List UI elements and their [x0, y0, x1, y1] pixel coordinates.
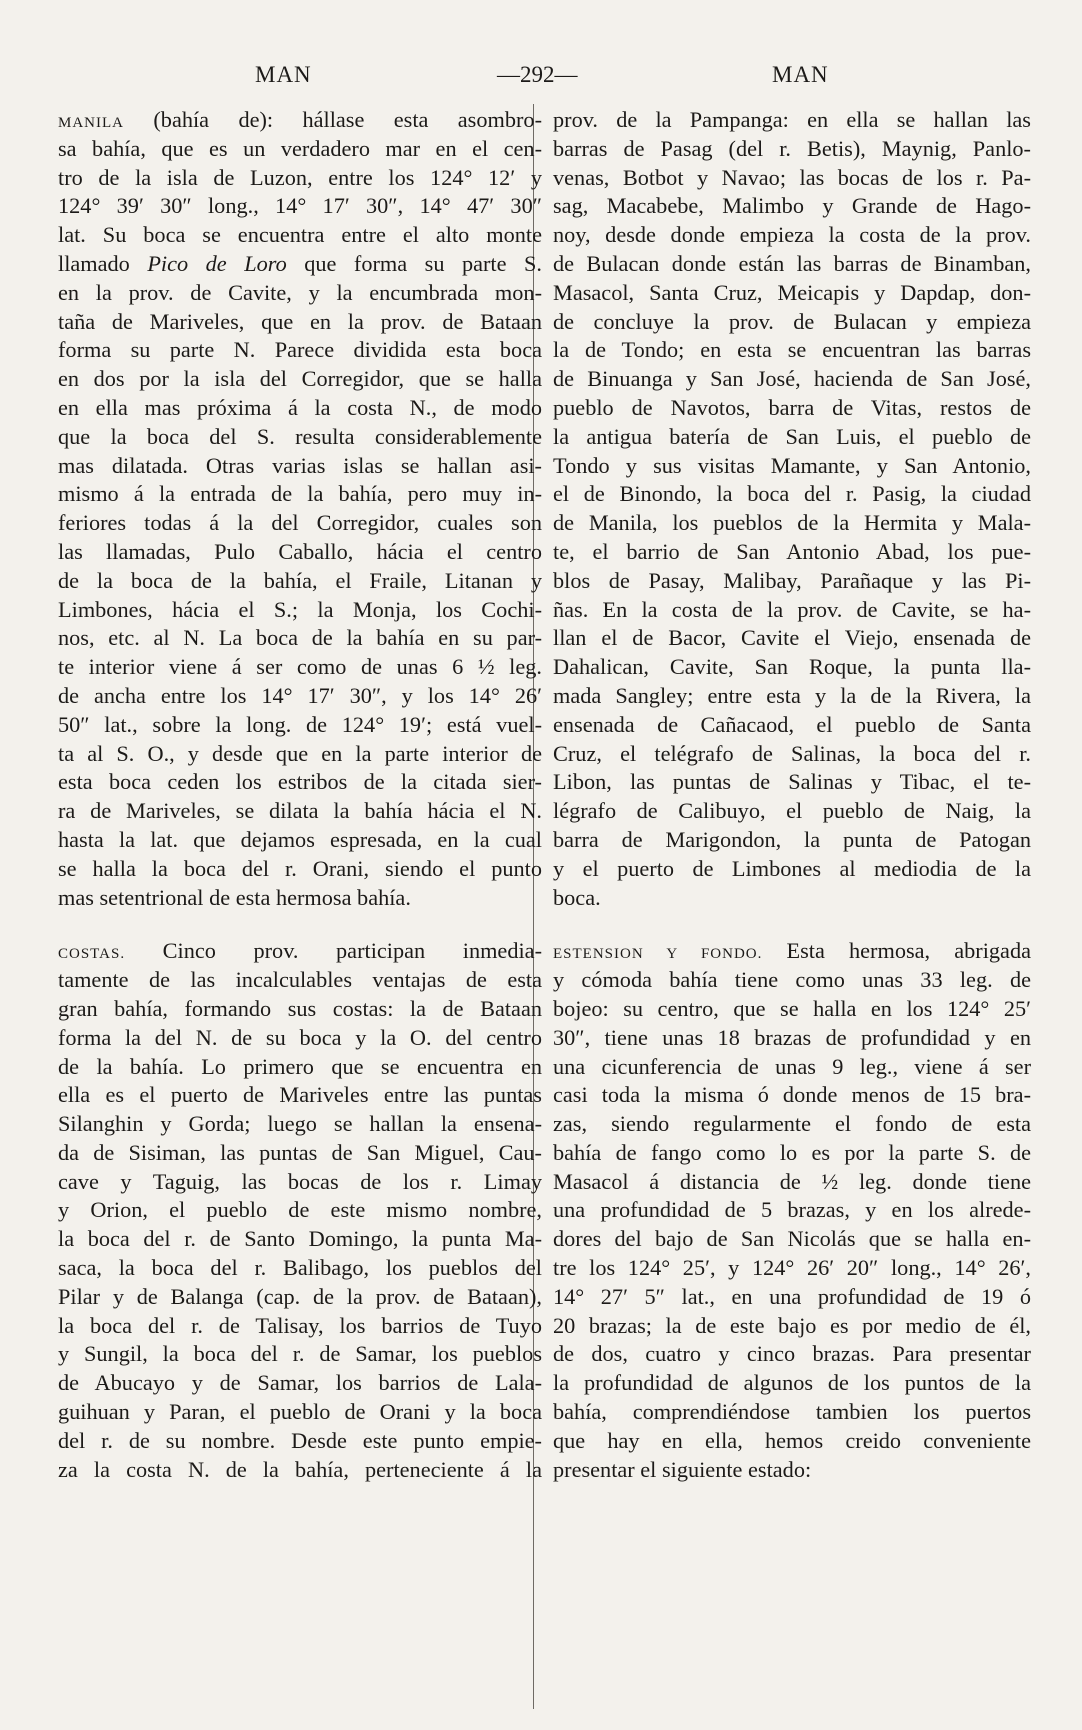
text-line: bahía de fango como lo es por la parte S. de — [553, 1139, 1031, 1165]
text-line: en la prov. de Cavite, y la encumbrada mon- — [58, 279, 542, 305]
text-line: mas dilatada. Otras varias islas se hallan asi- — [58, 452, 542, 478]
text-line: de concluye la prov. de Bulacan y empieza — [553, 308, 1031, 334]
text-line: de la bahía. Lo primero que se encuentra en — [58, 1053, 542, 1079]
entry-headword: MANILA — [58, 115, 124, 131]
text-line: gran bahía, formando sus costas: la de Bataan — [58, 995, 542, 1021]
text-line: esta boca ceden los estribos de la citada sier- — [58, 769, 542, 795]
text-line: Pilar y de Balanga (cap. de la prov. de Bataan), — [58, 1283, 542, 1309]
line-segment: Cinco prov. participan inmedia- — [125, 938, 542, 964]
italic-place-name: Pico de Loro — [147, 250, 287, 276]
text-line: presentar el siguiente estado: — [553, 1456, 812, 1482]
text-line: bojeo: su centro, que se halla en los 124° 25′ — [553, 995, 1031, 1021]
text-line: 30″, tiene unas 18 brazas de profundidad y en — [553, 1024, 1031, 1050]
text-line: ensenada de Cañacaod, el pueblo de Santa — [553, 711, 1031, 737]
text-line: nos, etc. al N. La boca de la bahía en su par- — [58, 625, 542, 651]
text-line: cave y Taguig, las bocas de los r. Limay — [58, 1168, 542, 1194]
text-line: dores del bajo de San Nicolás que se halla en- — [553, 1226, 1031, 1252]
header-left-word: MAN — [255, 62, 312, 87]
text-line: bahía, comprendiéndose tambien los puertos — [553, 1399, 1031, 1425]
text-line: en ella mas próxima á la costa N., de modo — [58, 394, 542, 420]
entry-line-text: (bahía de): hállase esta asombro- — [124, 107, 542, 132]
text-line: mas setentrional de esta hermosa bahía. — [58, 884, 411, 910]
text-line: se halla la boca del r. Orani, siendo el punto — [58, 855, 542, 881]
text-line: zas, siendo regularmente el fondo de esta — [553, 1111, 1031, 1137]
text-line: la boca del r. de Talisay, los barrios de Tuyo — [58, 1312, 542, 1338]
line-segment: llamado — [58, 250, 148, 276]
text-line: légrafo de Calibuyo, el pueblo de Naig, la — [553, 798, 1031, 824]
text-line: tre los 124° 25′, y 124° 26′ 20″ long., 14° 26′, — [553, 1255, 1031, 1281]
text-line — [58, 937, 542, 966]
text-line: el de Binondo, la boca del r. Pasig, la ciudad — [553, 481, 1031, 507]
text-line: la antigua batería de San Luis, el pueblo de — [553, 423, 1031, 449]
text-line: la de Tondo; en esta se encuentran las barras — [553, 337, 1031, 363]
text-line: la profundidad de algunos de los puntos de la — [553, 1370, 1031, 1396]
text-line: Masacol á distancia de ½ leg. donde tiene — [553, 1168, 1031, 1194]
text-line: venas, Botbot y Navao; las bocas de los r. Pa- — [553, 164, 1031, 190]
text-line: hasta la lat. que dejamos espresada, en la cual — [58, 826, 542, 852]
manila-entry-paragraph — [58, 106, 542, 912]
section-heading-costas: COSTAS. — [58, 946, 126, 963]
text-line: sa bahía, que es un verdadero mar en el cen- — [58, 135, 542, 161]
text-line — [58, 106, 542, 135]
text-line: ta al S. O., y desde que en la parte interior de — [58, 740, 542, 766]
text-line: prov. de la Pampanga: en ella se hallan las — [553, 107, 1031, 132]
text-line: te, el barrio de San Antonio Abad, los pue- — [553, 538, 1031, 564]
coastline-continuation-paragraph — [553, 106, 1031, 912]
text-line: de ancha entre los 14° 17′ 30″, y los 14° 26′ — [58, 682, 542, 708]
text-line: de Manila, los pueblos de la Hermita y Mala- — [553, 510, 1031, 536]
left-column — [58, 106, 542, 1484]
text-line: feriores todas á la del Corregidor, cuales son — [58, 510, 542, 536]
text-line: una profundidad de 5 brazas, y en los alrede- — [553, 1197, 1031, 1223]
paragraph-gap — [553, 912, 1031, 937]
line-segment: que forma su parte S. — [286, 250, 542, 276]
text-line: y Orion, el pueblo de este mismo nombre, — [58, 1197, 542, 1223]
text-line: Silanghin y Gorda; luego se hallan la ensena- — [58, 1111, 542, 1137]
text-line: y el puerto de Limbones al mediodia de la — [553, 855, 1031, 881]
text-line: Dahalican, Cavite, San Roque, la punta lla- — [553, 654, 1031, 680]
text-line: de dos, cuatro y cinco brazas. Para presentar — [553, 1341, 1031, 1367]
paragraph-gap — [58, 912, 542, 937]
right-column — [553, 106, 1031, 1484]
text-line: y Sungil, la boca del r. de Samar, los pueblos — [58, 1341, 542, 1367]
text-line: Masacol, Santa Cruz, Meicapis y Dapdap, don- — [553, 279, 1031, 305]
text-line: forma la del N. de su boca y la O. del centro — [58, 1024, 542, 1050]
line-segment: Esta hermosa, abrigada — [762, 938, 1031, 964]
text-line: Tondo y sus visitas Mamante, y San Antonio, — [553, 452, 1031, 478]
text-line: una cicunferencia de unas 9 leg., viene á ser — [553, 1053, 1031, 1079]
text-line: en dos por la isla del Corregidor, que se halla — [58, 366, 542, 392]
text-line: mada Sangley; entre esta y la de la Rivera, la — [553, 682, 1031, 708]
text-line: 50″ lat., sobre la long. de 124° 19′; está vuel- — [58, 711, 542, 737]
text-line: taña de Mariveles, que en la prov. de Bataan — [58, 308, 542, 334]
text-line: da de Sisiman, las puntas de San Miguel, Cau- — [58, 1139, 542, 1165]
text-line: boca. — [553, 884, 601, 910]
text-line: ella es el puerto de Mariveles entre las puntas — [58, 1082, 542, 1108]
page-number: —292— — [497, 62, 578, 87]
text-line: de Bulacan donde están las barras de Binamban, — [553, 250, 1031, 276]
text-line — [58, 250, 542, 279]
text-line: za la costa N. de la bahía, perteneciente á la — [58, 1456, 542, 1482]
text-line: guihuan y Paran, el pueblo de Orani y la boca — [58, 1399, 542, 1425]
text-line: tamente de las incalculables ventajas de esta — [58, 967, 542, 993]
text-line: y cómoda bahía tiene como unas 33 leg. de — [553, 967, 1031, 993]
text-line: barras de Pasag (del r. Betis), Maynig, Panlo- — [553, 135, 1031, 161]
header-right-word: MAN — [772, 62, 829, 87]
text-line: lat. Su boca se encuentra entre el alto monte — [58, 222, 542, 248]
text-line: que la boca del S. resulta considerablemente — [58, 423, 542, 449]
text-line: casi toda la misma ó donde menos de 15 bra- — [553, 1082, 1031, 1108]
text-line: pueblo de Navotos, barra de Vitas, restos de — [553, 394, 1031, 420]
text-line: ñas. En la costa de la prov. de Cavite, se ha- — [553, 596, 1031, 622]
text-line: la boca del r. de Santo Domingo, la punta Ma- — [58, 1226, 542, 1252]
text-line: llan el de Bacor, Cavite el Viejo, ensenada de — [553, 625, 1031, 651]
text-line: tro de la isla de Luzon, entre los 124° 12′ y — [58, 164, 542, 190]
text-line: Limbones, hácia el S.; la Monja, los Cochi- — [58, 596, 542, 622]
running-header — [0, 62, 1082, 102]
text-line: Cruz, el telégrafo de Salinas, la boca del r. — [553, 740, 1031, 766]
estension-y-fondo-paragraph — [553, 937, 1031, 1484]
text-line: las llamadas, Pulo Caballo, hácia el centro — [58, 538, 542, 564]
text-line: Libon, las puntas de Salinas y Tibac, el te- — [553, 769, 1031, 795]
text-line: te interior viene á ser como de unas 6 ½ leg. — [58, 654, 542, 680]
text-line: blos de Pasay, Malibay, Parañaque y las Pi- — [553, 567, 1031, 593]
text-line: 20 brazas; la de este bajo es por medio de él, — [553, 1312, 1031, 1338]
text-line: mismo á la entrada de la bahía, pero muy in- — [58, 481, 542, 507]
text-line: saca, la boca del r. Balibago, los pueblos del — [58, 1255, 542, 1281]
text-line: de Abucayo y de Samar, los barrios de Lala- — [58, 1370, 542, 1396]
text-line: barra de Marigondon, la punta de Patogan — [553, 826, 1031, 852]
text-line: de Binuanga y San José, hacienda de San José, — [553, 366, 1031, 392]
text-line: sag, Macabebe, Malimbo y Grande de Hago- — [553, 193, 1031, 219]
text-line: del r. de su nombre. Desde este punto empie- — [58, 1427, 542, 1453]
text-line: forma su parte N. Parece dividida esta boca — [58, 337, 542, 363]
text-line: ra de Mariveles, se dilata la bahía hácia el N. — [58, 798, 542, 824]
section-heading-estension-y-fondo: ESTENSION Y FONDO. — [553, 946, 763, 963]
text-line: de la boca de la bahía, el Fraile, Litanan y — [58, 567, 542, 593]
text-line: 124° 39′ 30″ long., 14° 17′ 30″, 14° 47′ 30″ — [58, 193, 542, 219]
text-line: que hay en ella, hemos creido conveniente — [553, 1427, 1031, 1453]
text-line — [553, 937, 1031, 966]
costas-paragraph — [58, 937, 542, 1484]
text-line: 14° 27′ 5″ lat., en una profundidad de 19 ó — [553, 1283, 1031, 1309]
text-line: noy, desde donde empieza la costa de la prov. — [553, 222, 1031, 248]
